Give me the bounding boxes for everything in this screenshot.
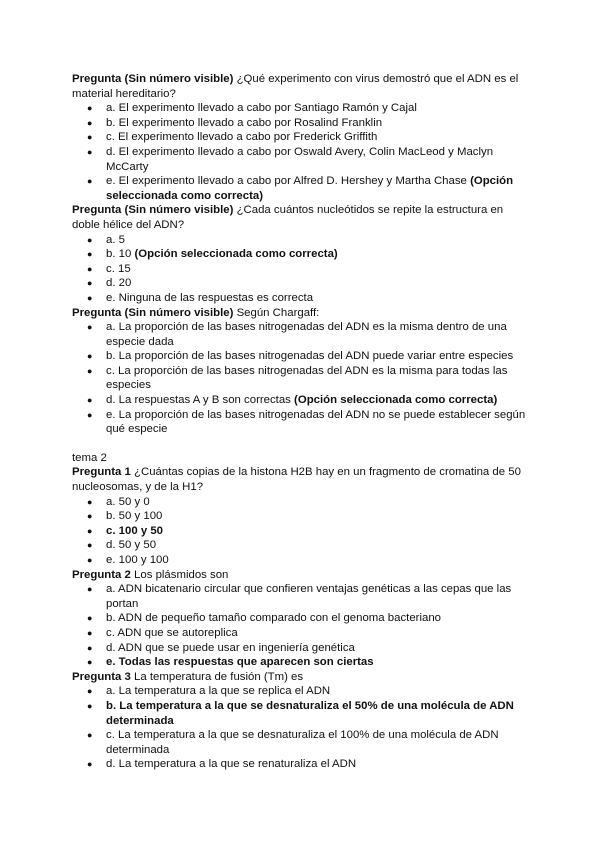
section-label: tema 2 xyxy=(72,451,107,464)
option-item: ● d. 50 y 50 xyxy=(72,538,530,553)
question-block xyxy=(72,72,530,203)
option-item: ● d. ADN que se puede usar en ingeniería genética xyxy=(72,641,530,656)
option-item: ● a. ADN bicatenario circular que confieren ventajas genéticas a las cepas que las portan xyxy=(72,582,530,611)
options-list xyxy=(72,233,530,306)
options-list xyxy=(72,582,530,670)
option-item: ● e. El experimento llevado a cabo por Alfred D. Hershey y Martha Chase (Opción seleccionada como correcta) xyxy=(72,174,530,203)
question-text: Pregunta (Sin número visible) ¿Cada cuántos nucleótidos se repite la estructura en doble hélice del ADN? xyxy=(72,204,504,231)
option-item: ● a. La temperatura a la que se replica el ADN xyxy=(72,684,530,699)
option-item: ● b. 10 (Opción seleccionada como correcta) xyxy=(72,247,530,262)
question-text: Pregunta 2 Los plásmidos son xyxy=(72,568,229,581)
option-item: ● a. El experimento llevado a cabo por Santiago Ramón y Cajal xyxy=(72,101,530,116)
question-prefix: Pregunta 3 xyxy=(72,670,131,683)
correct-note: (Opción seleccionada como correcta) xyxy=(106,175,514,202)
option-item: ● a. 50 y 0 xyxy=(72,495,530,510)
question-block xyxy=(72,203,530,305)
option-item: ● e. 100 y 100 xyxy=(72,553,530,568)
question-text: Pregunta (Sin número visible) ¿Qué experimento con virus demostró que el ADN es el material hereditario? xyxy=(72,73,519,100)
option-item: ● c. La proporción de las bases nitrogenadas del ADN es la misma para todas las especies xyxy=(72,364,530,393)
question-prefix: Pregunta 1 xyxy=(72,466,131,479)
question-block xyxy=(72,306,530,437)
question-block xyxy=(72,670,530,772)
option-item: ● c. La temperatura a la que se desnaturaliza el 100% de una molécula de ADN determinada xyxy=(72,728,530,757)
option-item: ● b. ADN de pequeño tamaño comparado con el genoma bacteriano xyxy=(72,611,530,626)
option-item: ● b. 50 y 100 xyxy=(72,509,530,524)
question-text: Pregunta (Sin número visible) Según Chargaff: xyxy=(72,306,320,319)
question-block xyxy=(72,568,530,670)
correct-note: (Opción seleccionada como correcta) xyxy=(134,248,338,261)
option-item-correct: ● c. 100 y 50 xyxy=(72,524,530,539)
option-item: ● c. ADN que se autoreplica xyxy=(72,626,530,641)
options-list xyxy=(72,684,530,772)
question-prefix: Pregunta (Sin número visible) xyxy=(72,204,234,217)
option-item: ● e. La proporción de las bases nitrogenadas del ADN no se puede establecer según qué especie xyxy=(72,408,530,437)
option-item: ● c. 15 xyxy=(72,262,530,277)
option-item: ● c. El experimento llevado a cabo por Frederick Griffith xyxy=(72,130,530,145)
option-item-correct: ● b. La temperatura a la que se desnaturaliza el 50% de una molécula de ADN determinada xyxy=(72,699,530,728)
option-item-correct: ● e. Todas las respuestas que aparecen son ciertas xyxy=(72,655,530,670)
question-prefix: Pregunta 2 xyxy=(72,568,131,581)
question-text: Pregunta 3 La temperatura de fusión (Tm) es xyxy=(72,670,304,683)
option-item: ● d. La respuestas A y B son correctas (Opción seleccionada como correcta) xyxy=(72,393,530,408)
option-item: ● e. Ninguna de las respuestas es correcta xyxy=(72,291,530,306)
option-item: ● d. La temperatura a la que se renaturaliza el ADN xyxy=(72,757,530,772)
question-prefix: Pregunta (Sin número visible) xyxy=(72,73,234,85)
option-item: ● a. La proporción de las bases nitrogenadas del ADN es la misma dentro de una especie dada xyxy=(72,320,530,349)
option-item: ● b. El experimento llevado a cabo por Rosalind Franklin xyxy=(72,116,530,131)
option-item: ● d. 20 xyxy=(72,276,530,291)
option-item: ● b. La proporción de las bases nitrogenadas del ADN puede variar entre especies xyxy=(72,349,530,364)
option-item: ● d. El experimento llevado a cabo por Oswald Avery, Colin MacLeod y Maclyn McCarty xyxy=(72,145,530,174)
question-prefix: Pregunta (Sin número visible) xyxy=(72,306,234,319)
correct-note: (Opción seleccionada como correcta) xyxy=(294,394,498,407)
question-text: Pregunta 1 ¿Cuántas copias de la histona H2B hay en un fragmento de cromatina de 50 nucleosomas, y de la H1? xyxy=(72,466,521,494)
options-list xyxy=(72,495,530,568)
options-list xyxy=(72,320,530,437)
options-list xyxy=(72,101,530,203)
question-block xyxy=(72,465,530,567)
option-item: ● a. 5 xyxy=(72,233,530,248)
